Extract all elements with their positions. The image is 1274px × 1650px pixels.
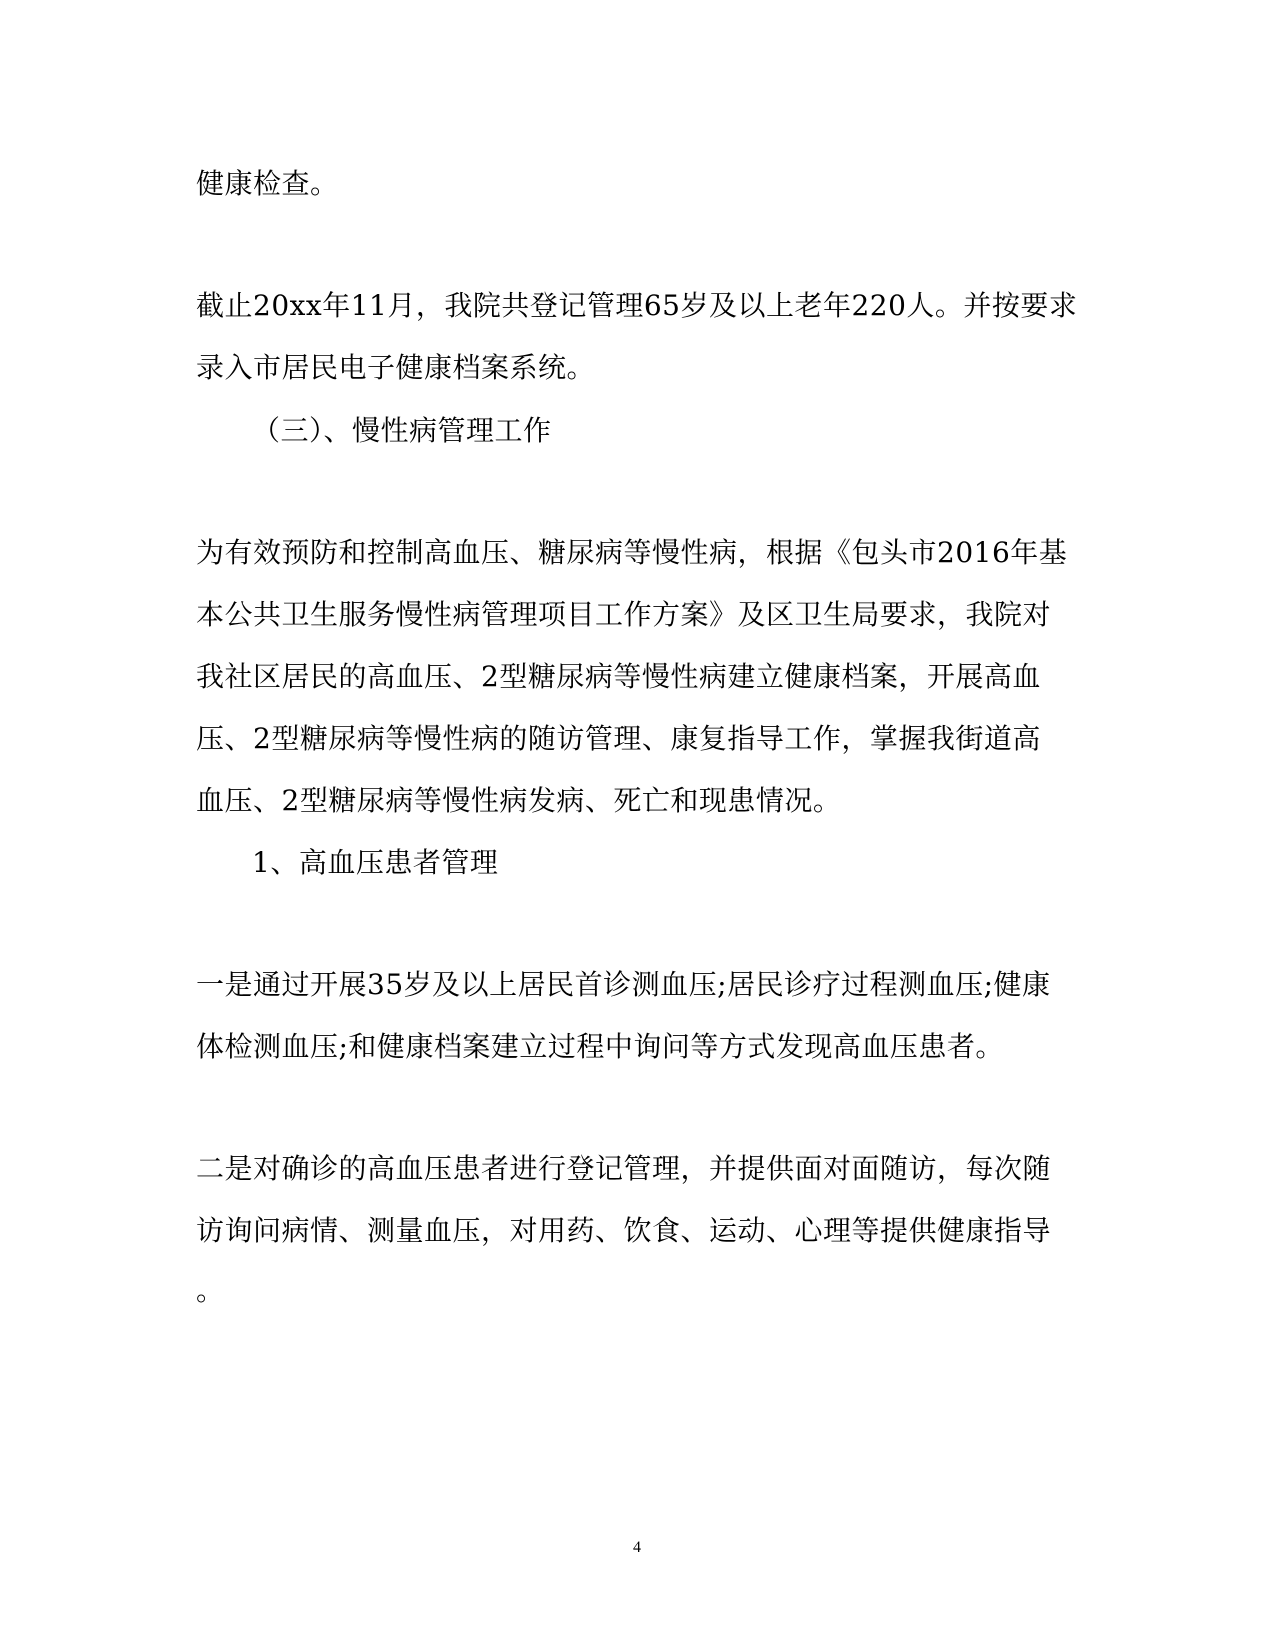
page-number: 4 [633, 1539, 641, 1556]
paragraph-line-6: 我社区居民的高血压、2型糖尿病等慢性病建立健康档案，开展高血 [196, 660, 1041, 693]
paragraph-line-3: 录入市居民电子健康档案系统。 [196, 351, 596, 384]
subheading-hypertension: 1、高血压患者管理 [252, 846, 499, 879]
paragraph-line-2: 截止20xx年11月，我院共登记管理65岁及以上老年220人。并按要求 [196, 289, 1078, 322]
paragraph-line-5: 本公共卫生服务慢性病管理项目工作方案》及区卫生局要求，我院对 [196, 598, 1052, 631]
paragraph-line-9: 一是通过开展35岁及以上居民首诊测血压;居民诊疗过程测血压;健康 [196, 968, 1051, 1001]
paragraph-line-11: 二是对确诊的高血压患者进行登记管理，并提供面对面随访，每次随 [196, 1152, 1052, 1185]
paragraph-line-12: 访询问病情、测量血压，对用药、饮食、运动、心理等提供健康指导 [196, 1214, 1052, 1247]
paragraph-line-8: 血压、2型糖尿病等慢性病发病、死亡和现患情况。 [196, 784, 842, 817]
paragraph-line-7: 压、2型糖尿病等慢性病的随访管理、康复指导工作，掌握我街道高 [196, 722, 1041, 755]
paragraph-line-13: 。 [196, 1274, 225, 1307]
paragraph-line-1: 健康检查。 [196, 167, 339, 200]
section-heading-chronic-disease: （三）、慢性病管理工作 [252, 414, 552, 447]
paragraph-line-10: 体检测血压;和健康档案建立过程中询问等方式发现高血压患者。 [196, 1030, 1004, 1063]
paragraph-line-4: 为有效预防和控制高血压、糖尿病等慢性病，根据《包头市2016年基 [196, 536, 1068, 569]
